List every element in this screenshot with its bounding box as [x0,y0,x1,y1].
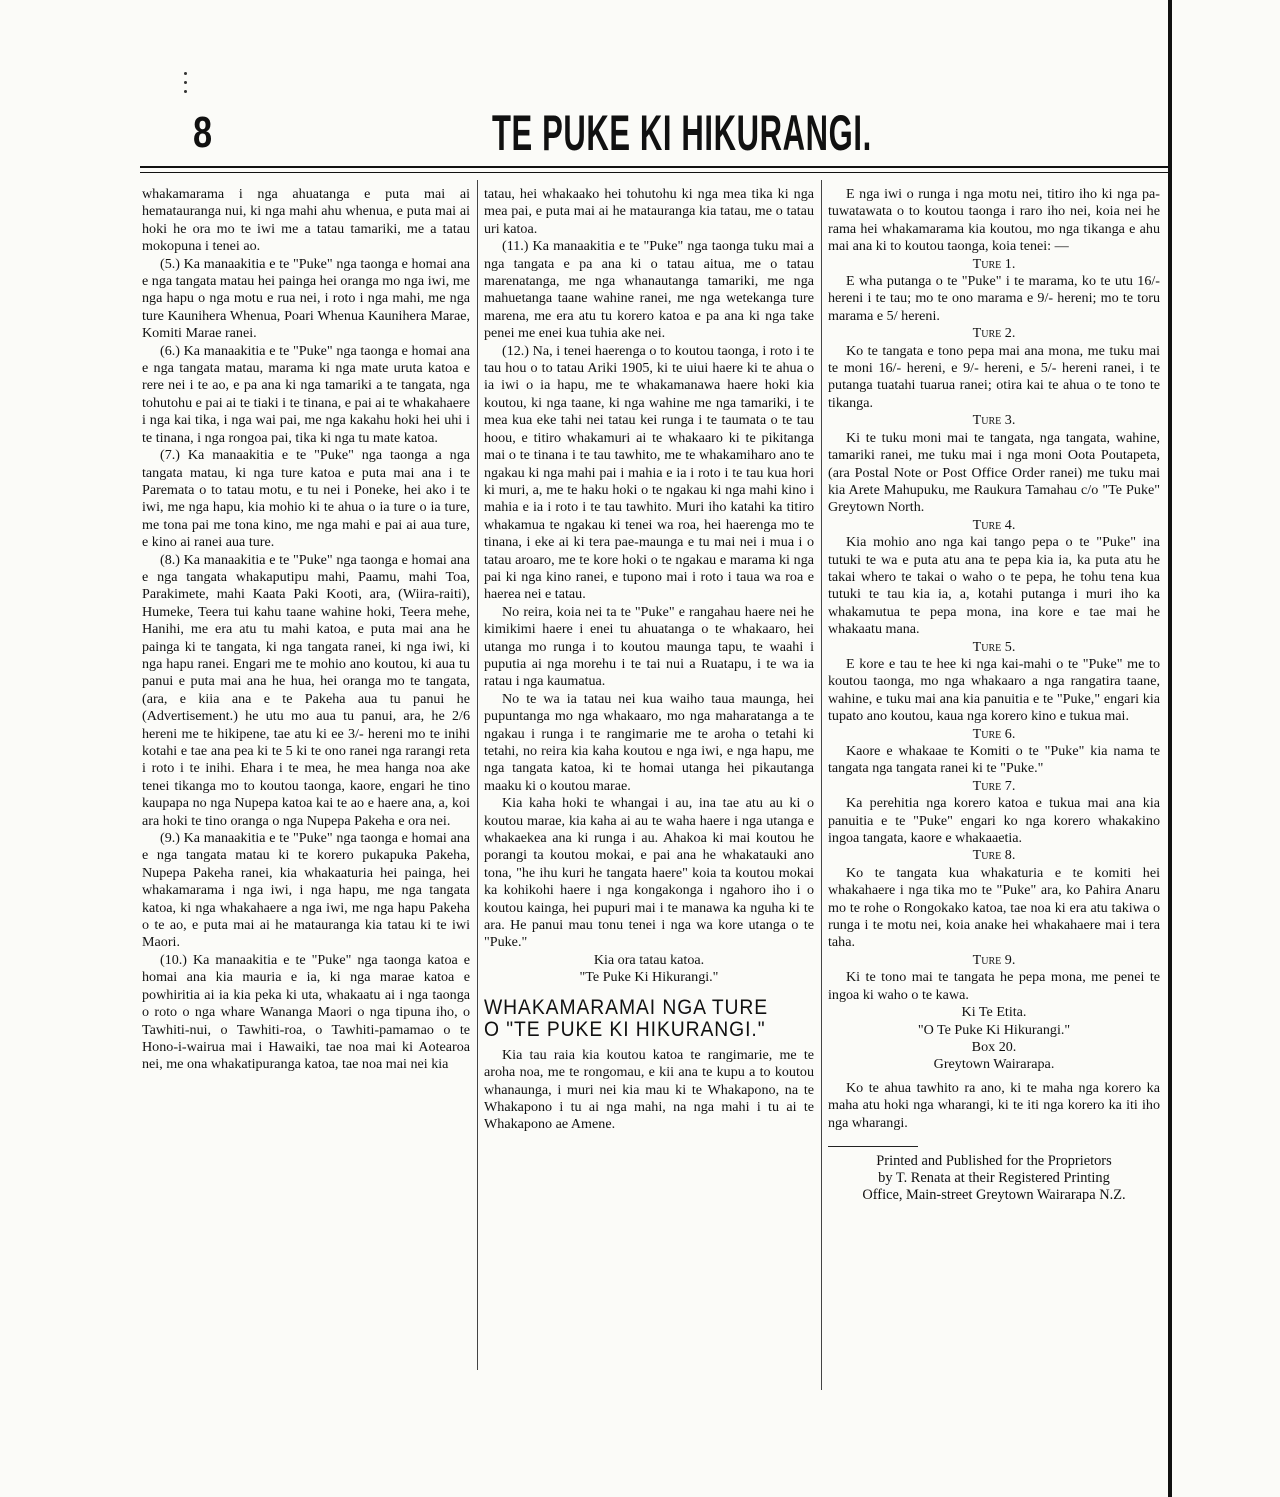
section-heading-line: O "TE PUKE KI HIKURANGI." [484,1017,766,1041]
column-1 [142,186,470,1074]
column-3 [828,186,1160,1204]
signoff-name: "Te Puke Ki Hikurangi." [579,969,719,986]
section-heading [484,997,788,1041]
paragraph: No te wa ia tatau nei kua waiho taua maunga, hei pupuntanga mo nga whakaaro, mo nga maharatanga a te ngakau i runga i te rangimarie me te aroha o tetahi ki tetahi, no reira kia kaha koutou e nga iwi, e nga hapu, me nga tangata katoa, ki te homai utanga hei pikautanga maaku ki o koutou marae. [484,690,814,794]
column-divider [477,180,478,1370]
paragraph: Kaore e whakaae te Komiti o te "Puke" kia nama te tangata nga tangata ranei ki te "Puke." [828,743,1160,777]
imprint [828,1153,1160,1204]
address-line: Box 20. [971,1038,1017,1055]
paragraph: tatau, hei whakaako hei tohutohu ki nga mea tika ki nga mea pai, e puta mai ai he matauranga kia tatau, me o tatau uri katoa. [484,186,814,237]
rule-heading: Ture 3. [972,412,1016,429]
rule-heading: Ture 9. [972,951,1016,968]
paragraph: (10.) Ka manaakitia e te "Puke" nga taonga katoa e homai ana kia mauria e ia, ki nga marae katoa e powhiritia ai ia kia peka ki uta, whakaatu ai i nga taonga o roto o nga whare Wananga Maori o nga tipuna iho, o Tawhiti-nui, o Tawhiti-roa, o Tawhiti-pamamao o te Hono-i-wairua mai i Hawaiki, tae noa mai ki Aotearoa nei, me ona whakatipuranga katoa, tae noa mai nei kia [142,951,470,1073]
imprint-divider [828,1146,918,1147]
print-specks [183,72,189,100]
paragraph: (9.) Ka manaakitia e te "Puke" nga taonga e homai ana e nga tangata matau ki te korero pukapuka Pakeha, Nupepa Pakeha ranei, kia whakaaturia hei painga, hei whakamarama i nga iwi, i nga hapu, me nga tangata katoa, ki nga whakahaere a nga iwi, me nga hapu Pakeha o te ao, e puta mai ai he matauranga kia tatau ki te iwi Maori. [142,830,470,951]
section-heading-line: WHAKAMARAMAI NGA TURE [484,995,769,1019]
rule-heading: Ture 8. [972,847,1016,864]
paragraph: E wha putanga o te "Puke" i te marama, ko te utu 16/- hereni i te tau; mo te ono marama e 9/- hereni; mo te toru marama e 5/ hereni. [828,273,1160,324]
paragraph: Kia tau raia kia koutou katoa te rangimarie, me te aroha noa, me te rongomau, e kii ana te kupu a to koutou whanaunga, i muri nei kia mau ki te Whakapono, na te Whakapono i tu ai nga mahi, na nga mahi i tu ai te Whakapono ae Amene. [484,1046,814,1133]
header-rule [140,166,1170,168]
imprint-line: Printed and Published for the Proprietors [876,1152,1112,1169]
address-line: "O Te Puke Ki Hikurangi." [917,1021,1071,1038]
paragraph: Ki te tono mai te tangata he pepa mona, me penei te ingoa ki waho o te kawa. [828,969,1160,1003]
paragraph: (8.) Ka manaakitia e te "Puke" nga taonga e homai ana e nga tangata whakaputipu mahi, Paamu, mahi Toa, Parakimete, mahi Kaata Paki Kooti, ara, (Wiira-raiti), Humeke, Teera tui kahu taane wahine hoki, Teera mehe, Hanihi, me era atu tu mahi katoa, e puta mai ana he painga ki te tangata, ki nga tangata ranei, ki nga iwi, ki nga hapu ranei. Engari me te mohio ano koutou, ki aua tu panui e puta mai ana he hua, hei oranga mo te tangata, (ara, e kiia ana e te Pakeha aua tu panui he (Advertisement.) he utu mo aua tu panui, ara, he 2/6 hereni me te hikipene, tae atu ki ee 3/- hereni mo te inihi kotahi e tae ana pea ki te 5 ki te ono ranei nga rarangi reta i roto i te inihi. Ehara i te mea, he mea hanga noa ake tenei tikanga mo to koutou taonga, kaore, engari he tino kaupapa no nga Nupepa katoa kai te ao e haere ana, a, koi ara hoki te tino oranga o nga Nupepa Pakeha e ora nei. [142,551,470,829]
paragraph: Ki te tuku moni mai te tangata, nga tangata, wahine, tamariki ranei, me tuku mai i nga moni Oota Poutapeta, (ara Postal Note or Post Office Order ranei) me tuku mai kia Arete Mahupuku, me Raukura Tamahau c/o "Te Puke" Greytown North. [828,429,1160,516]
paragraph: E kore e tau te hee ki nga kai-mahi o te "Puke" me to koutou taonga, mo nga whakaaro a nga rangatira taane, wahine, e tuku mai ana kia panuitia e te "Puke," engari kia tupato ano koutou, kaua nga korero kino e tukua mai. [828,655,1160,725]
address-line: Ki Te Etita. [961,1004,1027,1021]
masthead-title: TE PUKE KI HIKURANGI. [492,105,872,161]
imprint-line: by T. Renata at their Registered Printing [878,1169,1110,1186]
paragraph: (5.) Ka manaakitia e te "Puke" nga taonga e homai ana e nga tangata matau hei painga hei oranga mo nga iwi, me nga hapu o nga motu e rua nei, i roto i nga mahi, me nga ture Kaunihera Whenua, Poari Whenua Kaunihera Marae, Komiti Marae ranei. [142,255,470,342]
paragraph: No reira, koia nei ta te "Puke" e rangahau haere nei he kimikimi haere i enei tu ahuatanga o te whakaaro, hei utanga mo runga i to koutou maunga tapu, te waahi i puputia ai nga morehu i te tai nui a Ruatapu, i te wa ia ratau i nga kaumatua. [484,603,814,690]
page-number: 8 [193,108,213,157]
paragraph: (12.) Na, i tenei haerenga o to koutou taonga, i roto i te tau hou o to tatau Ariki 1905, ki te uiui haere ki te ahua o ia iwi o ia hapu, me te whakamanawa haere hoki kia koutou, ki nga taane, ki nga wahine me nga tamariki, i te mea kua eke tahi nei tatau kei runga i te taumata o te tau hoou, e titiro whakamuri ai te whakaaro ki te pikitanga mai o te tinana i te tau tawhito, me te whakamiharo ano te ngakau ki nga mahi pai i mahia e ia i roto i te tau kua hori ki muri, a, me te haku hoki o te ngakau ki nga mahi kino i mahia e ia i roto i te tau tawhito. Muri iho katahi ka titiro whakamua te ngakau ki tenei wa roa, hei haerenga mo te tinana, i eke ai ki tera pae-maunga e tu mai nei i mua i o tatau aroaro, me te kore hoki o te ngakau e marama ki nga pai ki nga kino ranei, e tupono mai i roto i taua wa roa e haerea nei e tatau. [484,342,814,603]
rule-heading: Ture 4. [972,516,1016,533]
signoff: Kia ora tatau katoa. [593,951,705,968]
paragraph: Kia mohio ano nga kai tango pepa o te "Puke" ina tutuki te wa e puta atu ana te pepa kia ia, ka puta atu he takai whero te takai o waho o te pepa, he tohu tena kua tutuki te tau kia ia, a, kotahi putanga i muri iho ka whakamutua te pepa mona, ina kore e tae mai he whakaatu mana. [828,534,1160,638]
rule-heading: Ture 1. [972,255,1016,272]
paragraph: Ka perehitia nga korero katoa e tukua mai ana kia panuitia e te "Puke" engari ko nga korero whakakino ingoa tangata, kaore e whakaaetia. [828,795,1160,847]
rule-heading: Ture 2. [972,325,1016,342]
paragraph: (7.) Ka manaakitia e te "Puke" nga taonga a nga tangata matau, ki nga ture katoa e puta mai ana i te Paremata o to tatau motu, e tu nei i Poneke, hei ako i te iwi, me nga hapu, kia mohio ki te ahua o ia ture o ia ture, me tona pai me tona kino, me nga mahi e pai ai aua ture, e kino ai ranei aua ture. [142,447,470,551]
column-divider [821,180,822,1390]
rule-heading: Ture 7. [972,777,1016,794]
paragraph: Kia kaha hoki te whangai i au, ina tae atu au ki o koutou marae, kia kaha ai au te waha haere i nga utanga e whakaekea ana ki runga i au. Ahakoa ki mai koutou he porangi ta koutou mokai, e pai ana he whakatauki ano tona, "he ihu kuri he tangata haere" koia ta koutou mokai ka kohikohi haere i nga kongakonga i ngahoro iho i o koutou kainga, hei pupuri mai i te manawa ka nguha ki te ara. He panui mau tonu tenei i nga wa kore utanga o te "Puke." [484,795,814,951]
paragraph: E nga iwi o runga i nga motu nei, titiro iho ki nga pa-tuwatawata o to koutou taonga i raro iho nei, koia nei he rama hei whakamarama kia koutou, mo nga tikanga e ahu mai ana ki to koutou taonga, koia tenei: — [828,186,1160,255]
rule-heading: Ture 6. [972,725,1016,742]
paragraph: Ko te ahua tawhito ra ano, ki te maha nga korero ka maha atu hoki nga wharangi, ki te iti nga korero ka iti iho nga wharangi. [828,1079,1160,1131]
header-rule-thin [140,172,1170,173]
paragraph: Ko te tangata kua whakaturia e te komiti hei whakahaere i nga tika mo te "Puke" ara, ko Pahira Anaru mo te rohe o Rongokako katoa, tae noa ki era atu takiwa o runga i te motu nei, koia anake hei whakahaere mai i tera taha. [828,864,1160,951]
address-line: Greytown Wairarapa. [933,1056,1055,1073]
rule-heading: Ture 5. [972,638,1016,655]
column-2 [484,186,814,1134]
paragraph: (6.) Ka manaakitia e te "Puke" nga taonga e homai ana e nga tangata matau, marama ki nga mate uruta katoa e rere nei i te ao, e pa ana ki nga tamariki a te tangata, nga tohutohu e pai ai te tiaki i te tinana, e pai ai te whakahaere i nga kai tika, i nga wai pai, me nga kakahu hoki hei uhi i te tinana, i nga rongoa pai, tika ki nga tu mate katoa. [142,342,470,446]
paragraph: (11.) Ka manaakitia e te "Puke" nga taonga tuku mai a nga tangata e pa ana ki o tatau aitua, me o tatau marenatanga, me nga whanautanga tamariki, me nga mahuetanga taane wahine ranei, me nga wetekanga ture marena, me era atu tu korero katoa e pa ana ki nga take penei me enei kua tuhia ake nei. [484,238,814,342]
imprint-line: Office, Main-street Greytown Wairarapa N.Z. [862,1186,1126,1203]
page-edge-rule [1168,0,1172,1497]
paragraph: whakamarama i nga ahuatanga e puta mai ai hematauranga nui, ki nga mahi ahu whenua, e puta mai ai hoki he ora mo te iwi me a tatau tamariki, me a tatau mokopuna i tenei ao. [142,186,470,255]
paragraph: Ko te tangata e tono pepa mai ana mona, me tuku mai te moni 16/- hereni, e 9/- hereni, e 5/- hereni ranei, i te putanga tuatahi tuarua ranei; otira kai te ahua o te tono te tikanga. [828,342,1160,411]
